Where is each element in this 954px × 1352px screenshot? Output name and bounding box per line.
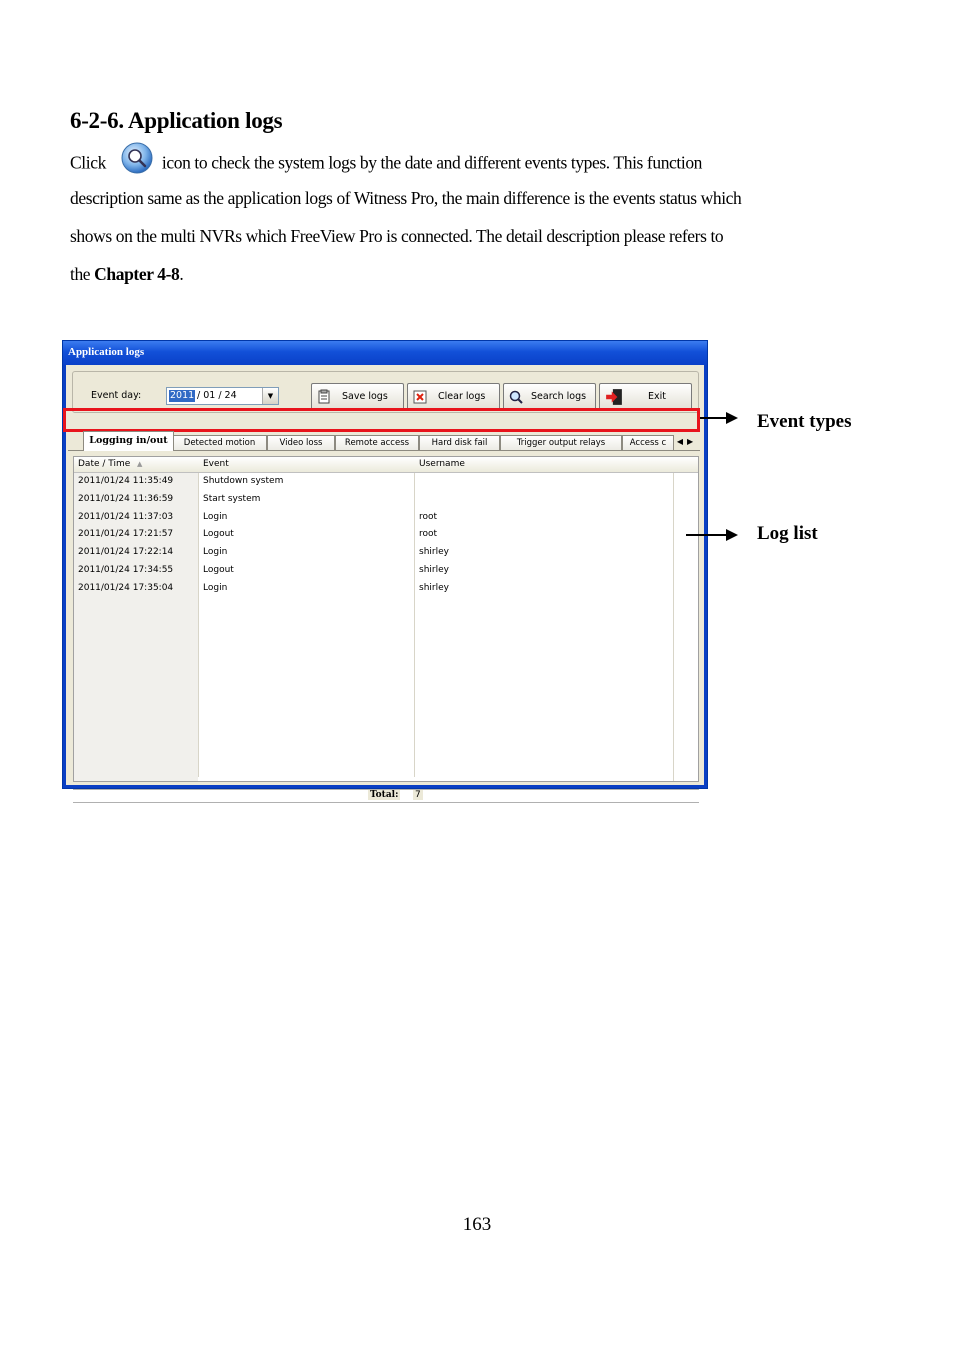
total-label: Total: xyxy=(370,790,399,800)
right-arrow-icon[interactable]: ▶ xyxy=(687,437,698,446)
window-titlebar xyxy=(63,341,707,365)
row-username: shirley xyxy=(419,547,449,558)
page-number: 163 xyxy=(462,1214,492,1235)
save-logs-button[interactable] xyxy=(311,383,404,410)
tab-video-loss[interactable]: Video loss xyxy=(267,435,335,450)
column-header-username[interactable]: Username xyxy=(419,459,465,469)
save-logs-label: Save logs xyxy=(342,391,388,402)
event-type-tabs xyxy=(68,429,700,451)
clear-logs-label: Clear logs xyxy=(438,391,486,402)
row-event: Login xyxy=(203,511,228,522)
row-datetime: 2011/01/24 11:36:59 xyxy=(78,493,174,504)
row-username: root xyxy=(419,529,438,540)
log-list-arrowhead xyxy=(726,529,738,541)
row-datetime: 2011/01/24 17:21:57 xyxy=(78,529,174,540)
log-rows xyxy=(74,473,698,598)
table-row[interactable] xyxy=(74,526,698,544)
window-title: Application logs xyxy=(68,346,145,358)
paragraph-text: Click xyxy=(70,152,106,173)
tab-scroll-arrows[interactable] xyxy=(676,435,698,449)
event-day-date-picker[interactable] xyxy=(166,387,279,405)
paragraph-text: icon to check the system logs by the date and different events types. This function xyxy=(161,152,703,173)
chevron-down-icon[interactable]: ▼ xyxy=(262,388,278,404)
table-row[interactable] xyxy=(74,544,698,562)
table-row[interactable] xyxy=(74,562,698,580)
row-datetime: 2011/01/24 17:35:04 xyxy=(78,582,174,593)
log-list-table[interactable] xyxy=(73,456,699,782)
section-heading: 6-2-6. Application logs xyxy=(70,108,283,133)
total-value: 7 xyxy=(415,790,421,800)
date-month-day[interactable]: / 01 / 24 xyxy=(197,390,237,401)
tab-trigger-output-relays[interactable]: Trigger output relays xyxy=(500,435,622,450)
row-datetime: 2011/01/24 17:34:55 xyxy=(78,564,174,575)
column-header-event[interactable]: Event xyxy=(203,459,229,469)
paragraph-line-3: shows on the multi NVRs which FreeView Pro is connected. The detail description please refers to xyxy=(70,226,724,246)
tab-remote-access[interactable]: Remote access xyxy=(335,435,419,450)
row-event: Logout xyxy=(203,564,234,575)
tab-access-control[interactable]: Access c xyxy=(622,435,674,450)
paragraph-line-4 xyxy=(70,255,183,293)
toolbar xyxy=(72,371,699,413)
left-arrow-icon[interactable]: ◀ xyxy=(676,437,687,446)
clear-logs-icon xyxy=(412,389,428,405)
column-header-date-time[interactable]: Date / Time xyxy=(78,459,131,469)
paragraph-text: the xyxy=(70,264,91,284)
total-bar xyxy=(73,789,699,803)
row-username: shirley xyxy=(419,564,449,575)
row-event: Login xyxy=(203,582,228,593)
log-list-arrow-line xyxy=(686,534,726,536)
paragraph-text: . xyxy=(179,264,184,284)
date-year[interactable]: 2011 xyxy=(170,390,195,401)
table-row[interactable] xyxy=(74,509,698,527)
tab-detected-motion[interactable]: Detected motion xyxy=(172,435,267,450)
tab-logging-in-out[interactable]: Logging in/out xyxy=(83,431,174,451)
row-datetime: 2011/01/24 11:37:03 xyxy=(78,511,174,522)
log-list-callout: Log list xyxy=(757,523,818,544)
row-username: root xyxy=(419,511,438,522)
row-event: Logout xyxy=(203,529,234,540)
exit-button[interactable] xyxy=(599,383,692,410)
event-types-highlight-box xyxy=(63,408,700,432)
paragraph-line-2: description same as the application logs of Witness Pro, the main difference is the events status which xyxy=(70,188,742,208)
search-logs-button[interactable] xyxy=(503,383,596,410)
table-row[interactable] xyxy=(74,580,698,598)
search-icon xyxy=(508,389,524,405)
event-types-arrowhead xyxy=(726,412,738,424)
sort-ascending-icon[interactable]: ▲ xyxy=(137,460,143,468)
table-header xyxy=(74,457,698,473)
clear-logs-button[interactable] xyxy=(407,383,500,410)
chapter-reference: Chapter 4-8 xyxy=(94,264,180,284)
row-datetime: 2011/01/24 11:35:49 xyxy=(78,476,174,486)
exit-label: Exit xyxy=(648,391,666,402)
event-types-callout: Event types xyxy=(757,411,852,432)
table-row[interactable] xyxy=(74,473,698,491)
save-logs-icon xyxy=(316,389,332,405)
row-event: Start system xyxy=(203,493,261,504)
table-row[interactable] xyxy=(74,491,698,509)
row-event: Login xyxy=(203,547,228,558)
row-username: shirley xyxy=(419,582,449,593)
tab-hard-disk-fail[interactable]: Hard disk fail xyxy=(419,435,500,450)
row-datetime: 2011/01/24 17:22:14 xyxy=(78,547,174,558)
event-day-label: Event day: xyxy=(91,390,142,401)
search-logs-label: Search logs xyxy=(531,391,587,402)
row-event: Shutdown system xyxy=(203,476,284,486)
exit-icon xyxy=(604,388,624,406)
event-types-arrow-line xyxy=(700,417,726,419)
